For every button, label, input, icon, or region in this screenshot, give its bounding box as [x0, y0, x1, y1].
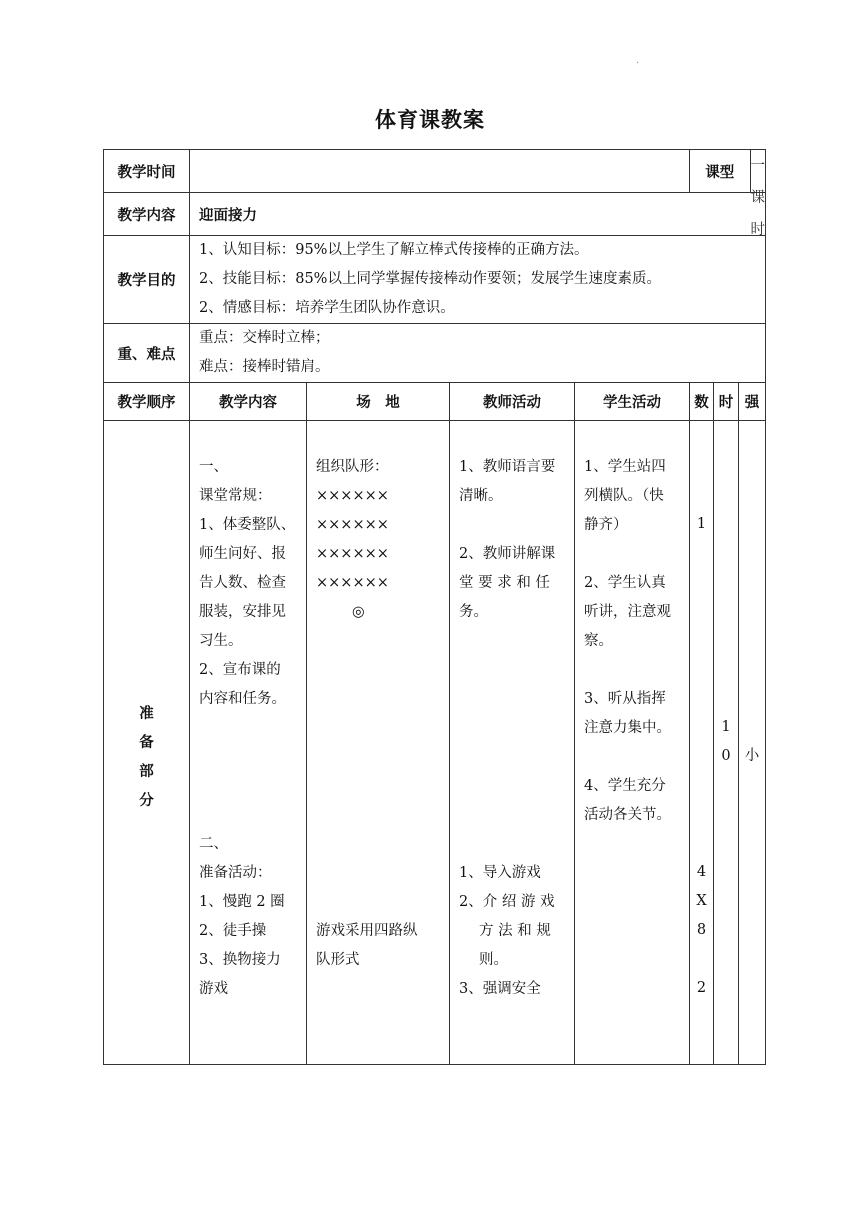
- col-count: 数: [690, 383, 714, 421]
- col-intensity: 强: [739, 383, 766, 421]
- section-count: 1 4 X 8 2: [690, 421, 714, 1065]
- key-item: 难点：接棒时错肩。: [199, 359, 330, 375]
- key-item: 重点：交棒时立棒；: [199, 330, 330, 346]
- time-label: 教学时间: [104, 150, 190, 193]
- col-time: 时: [714, 383, 739, 421]
- section-time: 1 0: [714, 421, 739, 1065]
- lesson-plan-table: [103, 149, 766, 1065]
- row-goals: [104, 236, 766, 324]
- content-value: 迎面接力: [190, 193, 766, 236]
- page-title: 体育课教案: [375, 108, 485, 132]
- type-value: 一课时: [750, 158, 765, 238]
- teacher-position-icon: ◎: [352, 604, 365, 620]
- col-order: 教学顺序: [104, 383, 190, 421]
- key-label: 重、难点: [104, 324, 190, 383]
- row-time: [104, 150, 766, 193]
- section-row: [104, 421, 766, 1065]
- content-label: 教学内容: [104, 193, 190, 236]
- col-teacher: 教师活动: [450, 383, 575, 421]
- section-intensity: 小: [739, 421, 766, 1065]
- section-content: 一、 课堂常规： 1、体委整队、 师生问好、报 告人数、检查 服装，安排见 习生。 2、宣布课的 内容和任务。 二、 准备活动： 1、慢跑 2 圈 2、徒手操 3、换物接力 游戏: [190, 421, 307, 1065]
- section-name: 准 备 部 分: [104, 421, 190, 1065]
- column-header-row: [104, 383, 766, 421]
- goal-item: 2、情感目标：培养学生团队协作意识。: [199, 300, 455, 316]
- section-venue: 组织队形： ×××××× ×××××× ×××××× ×××××× ◎ 游戏采用四路纵 队形式: [307, 421, 450, 1065]
- col-content: 教学内容: [190, 383, 307, 421]
- section-student: 1、学生站四 列横队。（快 静齐） 2、学生认真 听讲，注意观 察。 3、听从指挥 注意力集中。 4、学生充分 活动各关节。: [575, 421, 690, 1065]
- page-mark: ·: [636, 58, 640, 69]
- col-venue: 场 地: [307, 383, 450, 421]
- row-keypoints: [104, 324, 766, 383]
- key-list: [190, 324, 766, 383]
- goal-item: 1、认知目标：95%以上学生了解立棒式传接棒的正确方法。: [199, 242, 589, 258]
- time-value: [190, 150, 690, 193]
- goal-list: [190, 236, 766, 324]
- row-content: [104, 193, 766, 236]
- section-teacher: 1、教师语言要 清晰。 2、教师讲解课 堂 要 求 和 任 务。 1、导入游戏 2、介 绍 游 戏 方 法 和 规 则。 3、强调安全: [450, 421, 575, 1065]
- type-label: 课型: [690, 150, 751, 192]
- goal-item: 2、技能目标：85%以上同学掌握传接棒动作要领；发展学生速度素质。: [199, 271, 661, 287]
- col-student: 学生活动: [575, 383, 690, 421]
- goal-label: 教学目的: [104, 236, 190, 324]
- type-group: [690, 150, 766, 238]
